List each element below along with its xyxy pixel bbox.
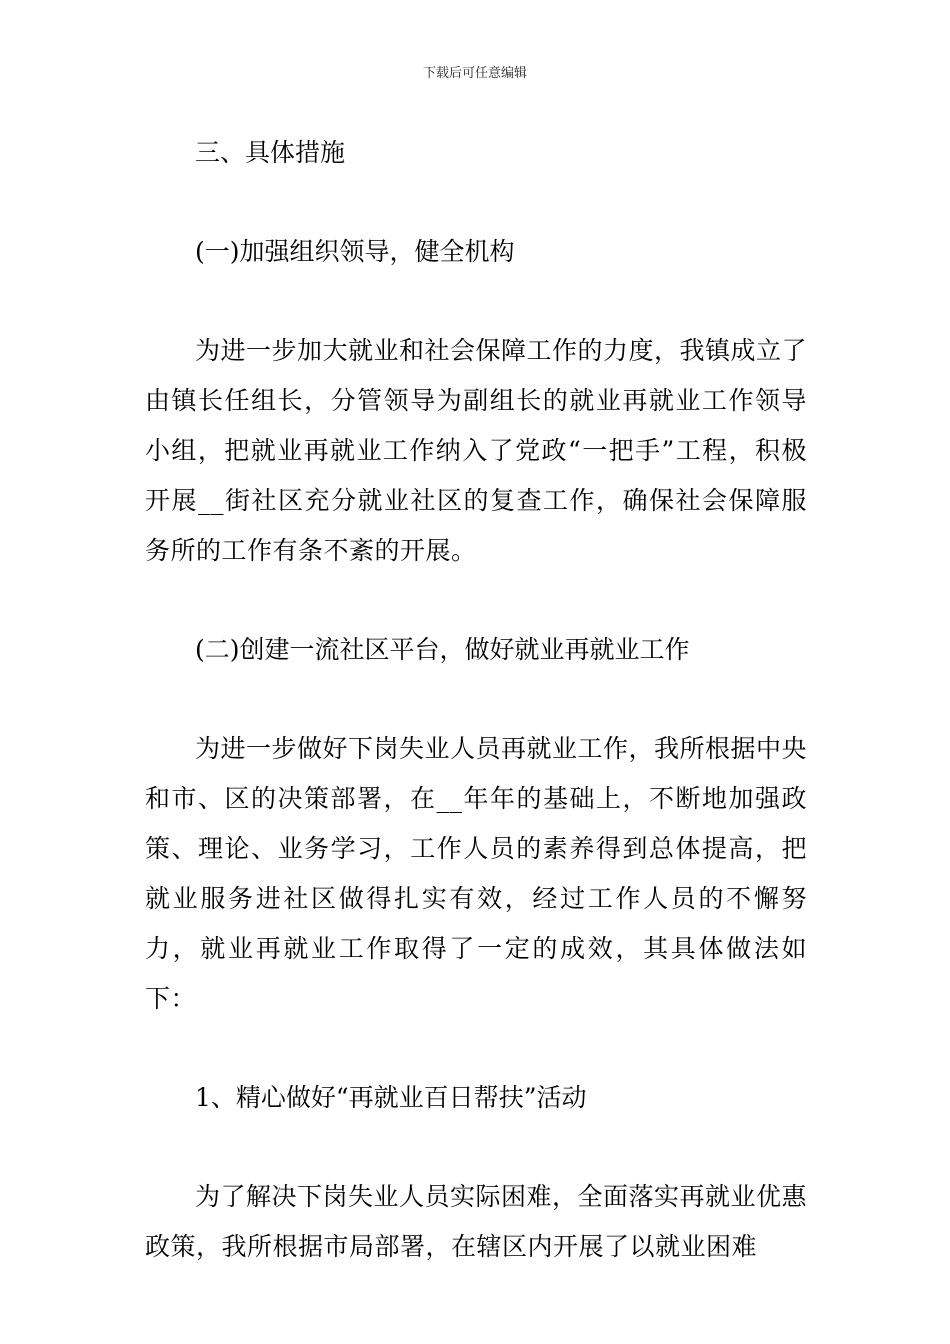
subsection-title-2: (二)创建一流社区平台，做好就业再就业工作 [195, 635, 690, 664]
paragraph-3: 为了解决下岗失业人员实际困难，全面落实再就业优惠政策，我所根据市局部署，在辖区内开展了以就业困难 [145, 1182, 808, 1261]
item-title-1: 1、精心做好“再就业百日帮扶”活动 [195, 1083, 587, 1112]
paragraph-gap [145, 178, 807, 227]
section-title: 三、具体措施 [195, 138, 346, 167]
subsection-title-1: (一)加强组织领导，健全机构 [195, 237, 515, 266]
paragraph-gap [145, 576, 807, 625]
paragraph-gap [145, 277, 807, 326]
document-body [145, 128, 807, 1272]
paragraph-gap [145, 1024, 807, 1073]
paragraph-2: 为进一步做好下岗失业人员再就业工作，我所根据中央和市、区的决策部署，在__年年的基础上，不断地加强政策、理论、业务学习，工作人员的素养得到总体提高，把就业服务进社区做得扎实有效，经过工作人员的不懈努力，就业再就业工作取得了一定的成效，其具体做法如下： [145, 734, 808, 1013]
paragraph-1: 为进一步加大就业和社会保障工作的力度，我镇成立了由镇长任组长，分管领导为副组长的就业再就业工作领导小组，把就业再就业工作纳入了党政“一把手”工程，积极开展__街社区充分就业社区的复查工作，确保社会保障服务所的工作有条不紊的开展。 [145, 336, 808, 565]
paragraph-gap [145, 1123, 807, 1172]
paragraph-gap [145, 675, 807, 724]
page-header-note: 下载后可任意编辑 [422, 66, 527, 81]
